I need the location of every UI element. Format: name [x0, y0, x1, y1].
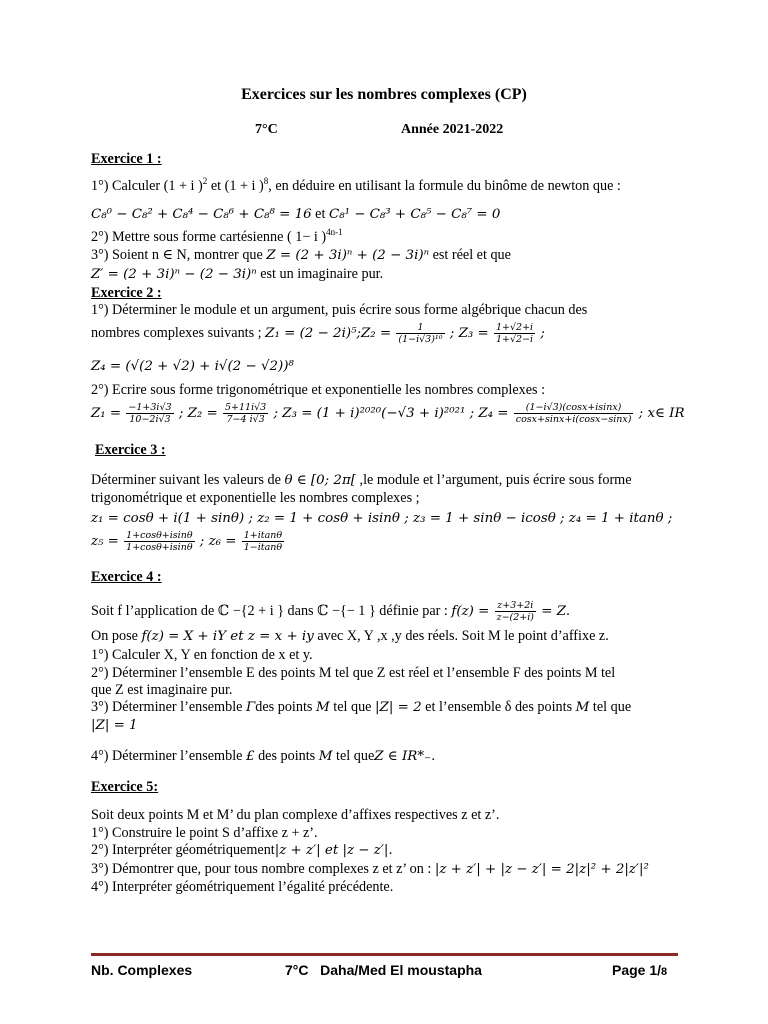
ex2-t4-fraction — [514, 402, 634, 425]
ex2-trig-line — [91, 398, 708, 429]
ex2-q2: 2°) Ecrire sous forme trigonométrique et exponentielle les nombres complexes : — [91, 382, 546, 398]
ex4-line2-a: On pose — [91, 628, 142, 644]
ex4-q3-eq2: |Z| = 1 — [91, 718, 138, 733]
ex4-q3-e: tel que — [589, 699, 632, 715]
ex4-q4-a: 4°) Déterminer l’ensemble — [91, 748, 246, 764]
ex5-q3-text: 3°) Démontrer que, pour tous nombre complexes z et z’ on : — [91, 861, 435, 877]
ex4-f-label: f(z) = — [451, 604, 494, 619]
ex4-line1 — [91, 596, 708, 627]
ex5-q2-text: 2°) Interpréter géométriquement — [91, 842, 275, 858]
ex3-line1-a: Déterminer suivant les valeurs de — [91, 472, 285, 488]
footer-page-label: Page 1/ — [612, 962, 662, 978]
ex2-t3: ; Z₃ = (1 + i)²⁰²⁰(−√3 + i)²⁰²¹ — [269, 406, 466, 421]
ex2-z3-label: ; Z₃ = — [445, 326, 493, 341]
ex1-q1-exp-2: 2 — [202, 176, 208, 186]
ex5-q3 — [91, 861, 708, 878]
ex4-q4-c: tel que — [332, 748, 375, 764]
ex4-f-den: z−(2+i) — [496, 612, 535, 624]
ex5-q3-math: |z + z′| + |z − z′| = 2|z|² + 2|z′|² — [434, 862, 649, 877]
exercise-3-heading: Exercice 3 : — [95, 442, 166, 458]
ex2-q1-line2 — [91, 318, 708, 349]
ex4-q3-gamma: Γ — [245, 700, 256, 715]
ex5-q4: 4°) Interpréter géométriquement l’égalité précédente. — [91, 879, 394, 895]
ex3-line2: trigonométrique et exponentielle les nombres complexes ; — [91, 490, 420, 506]
ex2-z3-fraction — [494, 322, 535, 345]
ex2-t4-den: cosx+sinx+i(cosx−sinx) — [515, 414, 632, 426]
ex2-t1-fraction — [126, 402, 173, 425]
ex2-z4-line — [91, 358, 708, 375]
ex1-q1-exp-8: 8 — [263, 176, 269, 186]
ex3-z1-z4: z₁ = cosθ + i(1 + sinθ) ; z₂ = 1 + cosθ + isinθ ; z₃ = 1 + sinθ − icosθ ; z₄ = 1 + itanθ ; — [91, 511, 673, 526]
ex1-identity-a: C₈⁰ − C₈² + C₈⁴ − C₈⁶ + C₈⁸ = 16 — [91, 207, 312, 222]
ex3-z6-label: ; z₆ = — [195, 534, 241, 549]
ex2-t1-label: Z₁ = — [91, 406, 126, 421]
exercise-2-heading: Exercice 2 : — [91, 285, 162, 301]
ex5-q1: 1°) Construire le point S d’affixe z + z’. — [91, 825, 318, 841]
ex2-z2-den: (1−i√3)¹⁰ — [398, 334, 443, 346]
ex1-q3-text-c: est un imaginaire pur. — [256, 266, 384, 282]
ex2-z3-end: ; — [536, 326, 545, 341]
ex3-line1-b: ,le module et l’argument, puis écrire sous forme — [355, 472, 632, 488]
ex2-t2-fraction — [223, 402, 268, 425]
ex4-q2-line1: 2°) Déterminer l’ensemble E des points M tel que Z est réel et l’ensemble F des points M tel — [91, 665, 616, 681]
ex1-identity-b: C₈¹ − C₈³ + C₈⁵ − C₈⁷ = 0 — [328, 207, 501, 222]
ex2-z3-den: 1+√2−i — [495, 334, 534, 346]
footer-subject: Nb. Complexes — [91, 962, 193, 978]
ex4-q2-line2: que Z est imaginaire pur. — [91, 682, 233, 698]
ex3-theta-range: θ ∈ [0; 2π[ — [284, 473, 356, 488]
ex2-t1-den: 10−2i√3 — [129, 414, 171, 426]
ex4-line1-a: Soit f l’application de ℂ −{2 + i } dans ℂ −{− 1 } définie par : — [91, 603, 452, 619]
exercise-1-heading: Exercice 1 : — [91, 151, 162, 167]
ex1-q1 — [91, 178, 708, 195]
ex2-t1-num: −1+3i√3 — [128, 402, 172, 414]
ex5-q2 — [91, 842, 708, 859]
footer-rule — [91, 953, 678, 956]
ex2-q1-line1: 1°) Déterminer le module et un argument, puis écrire sous forme algébrique chacun des — [91, 302, 588, 318]
ex2-t2-label: ; Z₂ = — [174, 406, 222, 421]
ex2-z2-num: 1 — [396, 322, 444, 334]
ex4-line2-math: f(z) = X + iY et z = x + iy — [141, 629, 314, 644]
ex4-q4-m: M — [318, 749, 333, 764]
ex1-q3 — [91, 247, 708, 264]
ex4-q4 — [91, 748, 708, 765]
ex3-z6-num: 1+itanθ — [243, 530, 283, 542]
ex2-t4-label: ; Z₄ = — [465, 406, 513, 421]
ex2-z1: Z₁ = (2 − 2i)⁵ — [265, 326, 357, 341]
ex4-q3-m2: M — [575, 700, 590, 715]
ex4-line2-b: avec X, Y ,x ,y des réels. Soit M le point d’affixe z. — [313, 628, 609, 644]
ex2-z4: Z₄ = (√(2 + √2) + i√(2 − √2))⁸ — [91, 359, 294, 374]
ex3-line1 — [91, 472, 708, 489]
ex4-q4-b: des points — [254, 748, 319, 764]
ex4-q3-line1 — [91, 699, 708, 716]
school-year: Année 2021-2022 — [401, 122, 504, 137]
ex1-q2 — [91, 229, 708, 246]
ex4-line2 — [91, 628, 708, 645]
ex3-line4 — [91, 526, 708, 557]
ex2-z2-label: ;Z₂ = — [356, 326, 396, 341]
ex1-q3-line2 — [91, 266, 708, 283]
ex2-t2-den: 7−4 i√3 — [226, 414, 265, 426]
ex3-line3 — [91, 510, 708, 527]
ex3-z5-den: 1+cosθ+isinθ — [126, 542, 193, 554]
ex2-t2-num: 5+11i√3 — [225, 402, 267, 414]
ex1-q3-expr-zp: Z′ = (2 + 3i)ⁿ − (2 − 3i)ⁿ — [91, 267, 257, 282]
ex1-q2-text: 2°) Mettre sous forme cartésienne ( 1− i ) — [91, 229, 327, 245]
ex1-q1-text-b: et (1 + i ) — [207, 178, 264, 194]
exercise-5-heading: Exercice 5: — [91, 779, 159, 795]
ex1-q1-text-c: , en déduire en utilisant la formule du binôme de newton que : — [268, 178, 621, 194]
ex4-q1: 1°) Calculer X, Y en fonction de x et y. — [91, 647, 313, 663]
ex2-q1-line2-text: nombres complexes suivants ; — [91, 325, 266, 341]
ex2-t4-num: (1−i√3)(cosx+isinx) — [514, 402, 634, 414]
page-title: Exercices sur les nombres complexes (CP) — [241, 86, 527, 103]
ex4-q4-set: £ — [245, 749, 255, 764]
ex3-z6-den: 1−itanθ — [243, 542, 283, 554]
ex5-line1: Soit deux points M et M’ du plan complexe d’affixes respectives z et z’. — [91, 807, 500, 823]
ex4-q3-a: 3°) Déterminer l’ensemble — [91, 699, 246, 715]
class-label: 7°C — [255, 122, 278, 137]
ex1-q3-expr-z: Z = (2 + 3i)ⁿ + (2 − 3i)ⁿ — [266, 248, 430, 263]
footer-class-author: 7°C Daha/Med El moustapha — [285, 962, 482, 978]
ex4-q3-b: des points — [255, 699, 316, 715]
ex4-q3-c: tel que — [329, 699, 376, 715]
ex4-f-fraction — [495, 600, 536, 623]
ex4-q4-eq: Z ∈ IR*₋. — [374, 749, 436, 764]
ex4-f-tail: = Z. — [537, 604, 571, 619]
ex4-q3-line2 — [91, 717, 708, 734]
exercise-4-heading: Exercice 4 : — [91, 569, 162, 585]
ex2-z2-fraction — [396, 322, 444, 345]
ex1-binomial-identities — [91, 206, 708, 223]
footer-page-total: 8 — [661, 966, 668, 978]
ex4-q3-m: M — [315, 700, 330, 715]
ex4-q3-eq1: |Z| = 2 — [375, 700, 422, 715]
ex3-z5-fraction — [124, 530, 194, 553]
ex4-f-num: z+3+2i — [495, 600, 536, 612]
ex3-z6-fraction — [242, 530, 284, 553]
ex3-z5-num: 1+cosθ+isinθ — [126, 530, 193, 542]
ex5-q2-math: |z + z′| et |z − z′|. — [274, 843, 393, 858]
ex1-q2-exp: 4n-1 — [326, 227, 343, 237]
ex3-z5-label: z₅ = — [91, 534, 124, 549]
ex1-q3-text-b: est réel et que — [429, 247, 511, 263]
footer-page — [612, 962, 667, 978]
ex2-z3-num: 1+√2+i — [495, 322, 534, 334]
ex1-q1-text-a: 1°) Calculer (1 + i ) — [91, 178, 203, 194]
ex1-identity-and: et — [311, 206, 329, 222]
ex2-t4-tail: ; x∈ IR — [634, 406, 685, 421]
ex4-q3-d: et l’ensemble δ des points — [421, 699, 576, 715]
ex1-q3-text-a: 3°) Soient n ∈ N, montrer que — [91, 247, 267, 263]
